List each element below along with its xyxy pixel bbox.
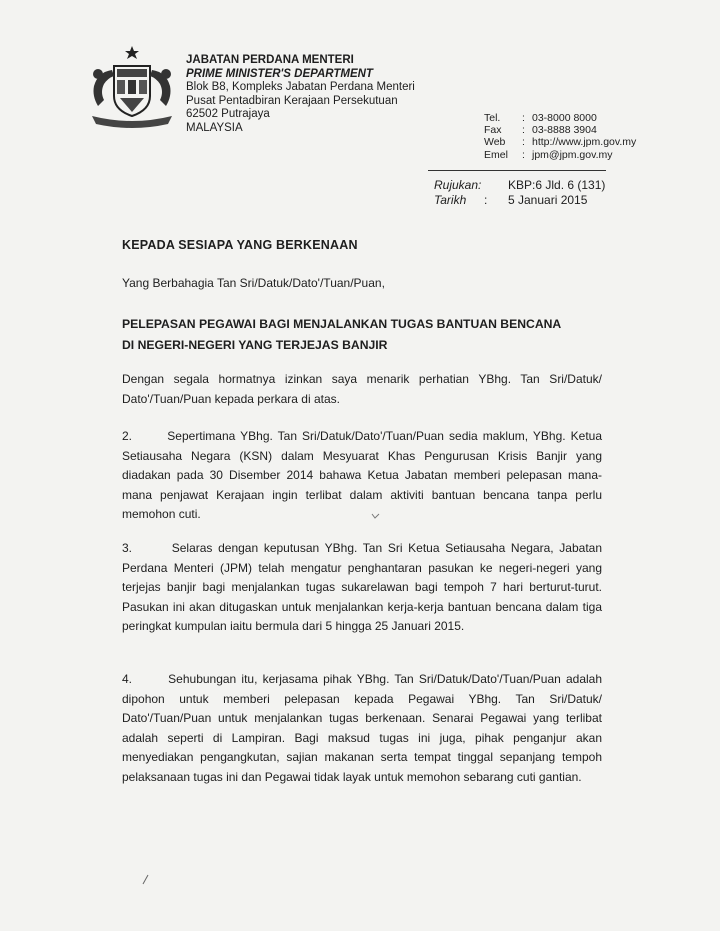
scan-speck-icon (140, 872, 152, 886)
date-label: Tarikh (434, 193, 467, 207)
reference-label: Rujukan: (434, 178, 482, 192)
paragraph-3: 3. Selaras dengan keputusan YBhg. Tan Sri Ketua Setiausaha Negara, Jabatan Perdana Menteri (JPM) telah mengatur penghantaran pasukan ke negeri-negeri yang terjejas banjir bagi menjalankan tugas sukarelawan bagi tempoh 7 hari berturut-turut. Pasukan ini akan ditugaskan untuk menjalankan kerja-kerja bantuan bencana dalam tiga peringkat kumpulan iaitu bermula dari 5 hingga 25 Januari 2015. (122, 541, 602, 634)
reference-row (434, 178, 605, 193)
address-line: Pusat Pentadbiran Kerajaan Persekutuan (186, 94, 398, 107)
header-divider (428, 170, 606, 171)
reference-block (434, 178, 605, 208)
salutation: Yang Berbahagia Tan Sri/Datuk/Dato'/Tuan/Puan, (122, 276, 385, 290)
scan-speck-icon (370, 512, 382, 520)
paragraph-4: 4. Sehubungan itu, kerjasama pihak YBhg. Tan Sri/Datuk/Dato'/Tuan/Puan adalah dipohon untuk memberi pelepasan kepada Pegawai YBhg. Tan Sri/Datuk/ Dato'/Tuan/Puan untuk menjalankan tugas berkenaan. Senarai Pegawai yang terlibat adalah seperti di Lampiran. Bagi maksud tugas ini juga, pihak penganjur akan menyediakan pengangkutan, sajian makanan serta tempat tinggal sepanjang tempoh pelaksanaan tugas ini dan Pegawai tidak layak untuk memohon sebarang cuti gantian. (122, 672, 602, 784)
contact-row-tel: Tel. : 03-8000 8000 (484, 112, 597, 124)
malaysia-coat-of-arms-icon (84, 44, 180, 128)
subject-line: PELEPASAN PEGAWAI BAGI MENJALANKAN TUGAS BANTUAN BENCANA (122, 317, 562, 331)
contact-value: 03-8000 8000 (532, 112, 597, 124)
contact-value: 03-8888 3904 (532, 124, 597, 137)
paragraph-2: 2. Sepertimana YBhg. Tan Sri/Datuk/Dato'/Tuan/Puan sedia maklum, YBhg. Ketua Setiausaha Negara (KSN) dalam Mesyuarat Khas Pengurusan Krisis Banjir yang diadakan pada 30 Disember 2014 bahawa Ketua Jabatan memberi pelepasan mana-mana penjawat Kerajaan ingin terlibat dalam aktiviti bantuan bencana tanpa perlu memohon cuti. (122, 429, 602, 522)
address-line: 62502 Putrajaya (186, 108, 270, 120)
department-name-english: PRIME MINISTER'S DEPARTMENT (186, 67, 373, 80)
paragraph-1: Dengan segala hormatnya izinkan saya menarik perhatian YBhg. Tan Sri/Datuk/ Dato'/Tuan/Puan kepada perkara di atas. (122, 372, 602, 406)
date-value: 5 Januari 2015 (508, 193, 588, 207)
contact-label: Emel (484, 148, 508, 161)
contact-label: Fax (484, 124, 502, 137)
contact-row-web: Web : http://www.jpm.gov.my (484, 136, 637, 149)
contact-value: http://www.jpm.gov.my (532, 136, 637, 149)
contact-value: jpm@jpm.gov.my (532, 148, 613, 161)
contact-details (484, 112, 636, 161)
address-line: MALAYSIA (186, 121, 243, 134)
date-row: Tarikh : 5 Januari 2015 (434, 193, 588, 207)
subject-heading (122, 314, 622, 356)
contact-label: Tel. (484, 112, 501, 124)
department-header (186, 54, 415, 135)
subject-line: DI NEGERI-NEGERI YANG TERJEJAS BANJIR (122, 338, 388, 352)
contact-label: Web (484, 136, 506, 149)
reference-value: KBP:6 Jld. 6 (131) (508, 178, 606, 192)
contact-row-email: Emel : jpm@jpm.gov.my (484, 148, 613, 161)
address-line: Blok B8, Kompleks Jabatan Perdana Menteri (186, 81, 415, 93)
contact-row-fax: Fax : 03-8888 3904 (484, 124, 597, 137)
department-name-malay: JABATAN PERDANA MENTERI (186, 54, 354, 66)
addressee-heading: KEPADA SESIAPA YANG BERKENAAN (122, 238, 358, 252)
